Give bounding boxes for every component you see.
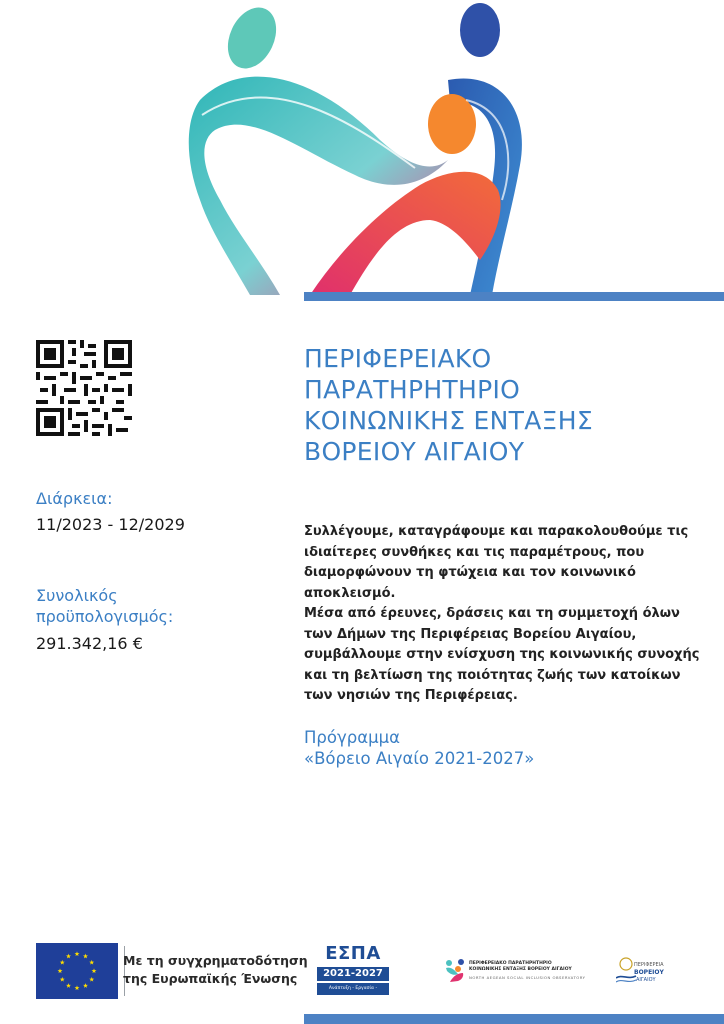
region-logo xyxy=(612,954,668,988)
observatory-text: ΚΟΙΝΩΝΙΚΗΣ ΕΝΤΑΞΗΣ ΒΟΡΕΙΟΥ ΑΙΓΑΙΟΥ xyxy=(469,967,572,972)
title-line: ΠΕΡΙΦΕΡΕΙΑΚΟ xyxy=(304,344,492,373)
observatory-logo xyxy=(444,956,586,986)
description-line: διαμορφώνουν τη φτώχεια και τον κοινωνικό xyxy=(304,565,636,580)
espa-logo xyxy=(312,943,394,1001)
eu-text-line: Με τη συγχρηματοδότηση xyxy=(123,953,308,968)
accent-band-top xyxy=(304,292,724,301)
program-name xyxy=(304,727,534,769)
title-line: ΠΑΡΑΤΗΡΗΤΗΡΙΟ xyxy=(304,375,521,404)
espa-tagline: Ανάπτυξη - Εργασία - Αλληλεγγύη xyxy=(317,983,389,995)
description-line: Συλλέγουμε, καταγράφουμε και παρακολουθούμε τις xyxy=(304,524,689,539)
people-embrace-logo-icon xyxy=(180,0,540,295)
region-text: ΒΟΡΕΙΟΥ xyxy=(634,969,664,976)
program-line: Πρόγραμμα xyxy=(304,728,400,747)
duration-label: Διάρκεια: xyxy=(36,489,113,508)
eu-text-line: της Ευρωπαϊκής Ένωσης xyxy=(123,971,298,986)
description-line: Μέσα από έρευνες, δράσεις και τη συμμετοχή όλων xyxy=(304,606,680,621)
description-line: των Δήμων της Περιφέρειας Βορείου Αιγαίου, xyxy=(304,626,637,642)
duration-value: 11/2023 - 12/2029 xyxy=(36,515,185,534)
accent-band-bottom xyxy=(304,1014,724,1024)
description-text xyxy=(304,522,699,707)
program-line: «Βόρειο Αιγαίο 2021-2027» xyxy=(304,749,535,768)
title-line: ΒΟΡΕΙΟΥ ΑΙΓΑΙΟΥ xyxy=(304,437,525,466)
description-line: ιδιαίτερες συνθήκες και τις παραμέτρους, που xyxy=(304,544,645,560)
region-text: ΑΙΓΑΙΟΥ xyxy=(636,977,656,983)
title-line: ΚΟΙΝΩΝΙΚΗΣ ΕΝΤΑΞΗΣ xyxy=(304,406,593,435)
budget-label: Συνολικός προϋπολογισμός: xyxy=(36,586,174,626)
observatory-logo-icon xyxy=(444,958,466,984)
qr-code-icon[interactable] xyxy=(36,340,132,436)
description-line: συμβάλλουμε στην ενίσχυση της κοινωνικής συνοχής xyxy=(304,647,700,662)
description-line: και τη βελτίωση της ποιότητας ζωής των κατοίκων xyxy=(304,667,681,683)
description-line: των νησιών της Περιφέρειας. xyxy=(304,688,518,703)
description-line: αποκλεισμό. xyxy=(304,585,396,601)
eu-flag-icon xyxy=(36,943,118,999)
espa-word: ΕΣΠΑ xyxy=(325,943,381,964)
region-text: ΠΕΡΙΦΕΡΕΙΑ xyxy=(634,962,664,968)
footer-logos xyxy=(0,940,724,1003)
observatory-text: NORTH AEGEAN SOCIAL INCLUSION OBSERVATORY xyxy=(469,975,586,980)
observatory-text: ΠΕΡΙΦΕΡΕΙΑΚΟ ΠΑΡΑΤΗΡΗΤΗΡΙΟ xyxy=(469,961,552,966)
page-title xyxy=(304,343,704,467)
budget-value: 291.342,16 € xyxy=(36,634,143,653)
eu-cofunding-text xyxy=(123,952,308,988)
espa-years: 2021-2027 xyxy=(317,967,389,981)
